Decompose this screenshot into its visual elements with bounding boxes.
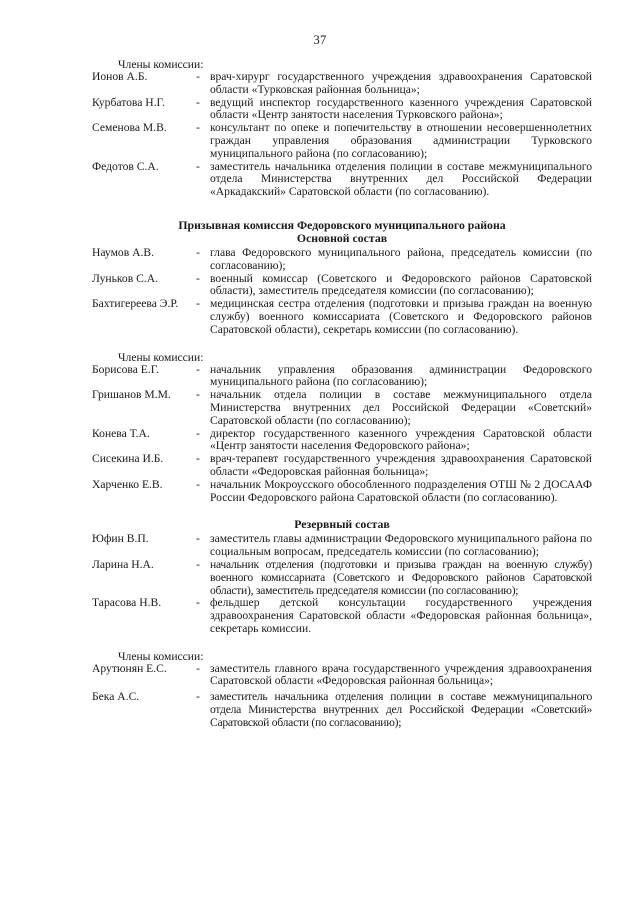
member-name: Наумов А.В. <box>92 245 154 259</box>
members-label: Члены комиссии: <box>118 350 204 364</box>
entry-dash: - <box>196 271 200 285</box>
member-name: Тарасова Н.В. <box>92 596 162 610</box>
members-label: Члены комиссии: <box>118 58 204 71</box>
member-position: врач-хирург государственного учреждения здравоохранения Саратовской области «Турковская районная больница»; <box>210 70 592 96</box>
member-name: Ионов А.Б. <box>92 70 148 83</box>
member-name: Конева Т.А. <box>92 426 150 440</box>
member-name: Борисова Е.Г. <box>92 362 160 376</box>
member-name: Сисекина И.Б. <box>92 452 164 466</box>
member-position: врач-терапевт государственного учреждения здравоохранения Саратовской области «Федоровская районная больница»; <box>210 452 592 478</box>
member-entry <box>92 428 592 454</box>
entry-dash: - <box>196 532 200 546</box>
member-name: Харченко Е.В. <box>92 477 163 491</box>
member-entry <box>92 71 592 97</box>
member-position: начальник отделения (подготовки и призыва граждан на военную службу) военного комиссариата (Советского и Федоровского районов Саратовской области), заместитель председателя комиссии (по согласованию); <box>210 557 592 597</box>
member-name: Гришанов М.М. <box>92 388 171 402</box>
member-position: консультант по опеке и попечительству в отношении несовершеннолетних граждан управления образования администрации Турковского муниципального района (по согласованию); <box>210 121 592 160</box>
member-entry <box>92 364 592 390</box>
entry-dash: - <box>196 388 200 402</box>
entry-dash: - <box>196 596 200 610</box>
entry-dash: - <box>196 297 200 311</box>
entry-dash: - <box>196 452 200 466</box>
member-name: Бахтигереева Э.Р. <box>92 297 179 311</box>
member-name: Луньков С.А. <box>92 271 158 285</box>
entry-dash: - <box>196 70 200 83</box>
member-name: Юфин В.П. <box>92 532 149 546</box>
member-position: начальник отдела полиции в составе межмуниципального отдела Министерства внутренних дел Российской Федерации «Советский» Саратовской области (по согласованию); <box>210 388 592 427</box>
member-entry <box>92 597 592 635</box>
member-name: Ларина Н.А. <box>92 557 154 571</box>
member-name: Курбатова Н.Г. <box>92 95 165 109</box>
commission-title: Призывная комиссия Федоровского муниципального района <box>178 217 506 232</box>
member-entry <box>92 122 592 160</box>
member-entry <box>92 533 592 559</box>
member-position: заместитель начальника отделения полиции в составе межмуниципального отдела Министерства внутренних дел Российской Федерации «Советский» Саратовской области (по согласованию); <box>210 690 592 729</box>
member-entry <box>92 479 592 505</box>
entry-dash: - <box>196 426 200 440</box>
member-position: заместитель главы администрации Федоровского муниципального района по социальным вопросам, председатель комиссии (по согласованию); <box>210 532 592 559</box>
document-content <box>92 58 592 730</box>
member-position: военный комиссар (Советского и Федоровского районов Саратовской области), заместитель председателя комиссии (по согласованию); <box>210 271 592 298</box>
entry-dash: - <box>196 661 200 675</box>
member-entry <box>92 389 592 427</box>
page-number: 37 <box>313 33 327 47</box>
member-position: медицинская сестра отделения (подготовки и призыва граждан на военную службу) военного комиссариата (Советского и Федоровского районов Саратовской области), секретарь комиссии (по согласованию). <box>210 297 592 336</box>
entry-dash: - <box>196 121 200 135</box>
member-position: ведущий инспектор государственного казенного учреждения Саратовской области «Центр занятости населения Турковского района»; <box>210 95 592 122</box>
members-label: Члены комиссии: <box>118 649 204 663</box>
member-position: глава Федоровского муниципального района, председатель комиссии (по согласованию); <box>210 245 592 272</box>
member-position: директор государственного казенного учреждения Саратовской области «Центр занятости населения Федоровского района»; <box>210 426 592 453</box>
entry-dash: - <box>196 362 200 376</box>
member-name: Семенова М.В. <box>92 121 167 135</box>
member-entry <box>92 161 592 199</box>
member-entry <box>92 247 592 273</box>
member-entry <box>92 453 592 479</box>
member-position: начальник управления образования администрации Федоровского муниципального района (по согласованию); <box>210 362 592 389</box>
entry-dash: - <box>196 159 200 173</box>
member-entry <box>92 691 592 729</box>
member-entry <box>92 663 592 689</box>
member-position: заместитель начальника отделения полиции в составе межмуниципального отдела Министерства внутренних дел Российской Федерации «Аркадакский» Саратовской области (по согласованию). <box>210 159 592 199</box>
entry-dash: - <box>196 477 200 491</box>
member-entry <box>92 97 592 123</box>
member-position: заместитель главного врача государственного учреждения здравоохранения Саратовской области «Федоровская районная больница»; <box>210 661 592 688</box>
member-name: Арутюнян Е.С. <box>92 661 167 675</box>
member-position: фельдшер детской консультации государственного учреждения здравоохранения Саратовской области «Федоровская районная больница», секретарь комиссии. <box>210 596 592 635</box>
member-entry <box>92 298 592 336</box>
entry-dash: - <box>196 95 200 109</box>
entry-dash: - <box>196 245 200 259</box>
entry-dash: - <box>196 690 200 704</box>
member-name: Бека А.С. <box>92 690 140 704</box>
reserve-composition-title: Резервный состав <box>294 517 390 532</box>
member-entry <box>92 273 592 299</box>
main-composition-title: Основной состав <box>296 230 388 245</box>
member-name: Федотов С.А. <box>92 159 159 173</box>
member-position: начальник Мокроусского обособленного подразделения ОТШ № 2 ДОСААФ России Федоровского района Саратовской области (по согласованию). <box>210 477 592 504</box>
member-entry <box>92 559 592 597</box>
entry-dash: - <box>196 557 200 571</box>
